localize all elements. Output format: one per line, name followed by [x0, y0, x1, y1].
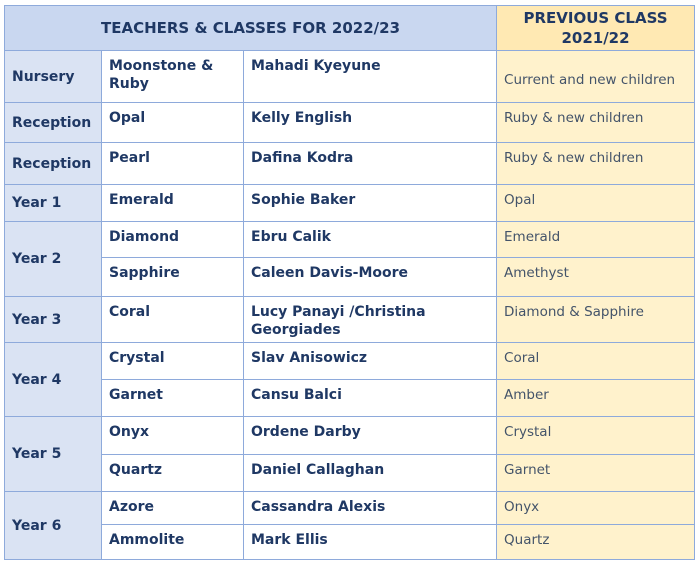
class-cell: Diamond [102, 222, 244, 258]
previous-class-cell: Amber [497, 380, 695, 417]
teacher-cell: Ebru Calik [244, 222, 497, 258]
class-cell: Quartz [102, 455, 244, 492]
table-row [5, 343, 695, 380]
classes-table [4, 5, 695, 560]
class-cell: Opal [102, 103, 244, 143]
year-cell: Nursery [5, 51, 102, 103]
previous-class-cell: Current and new children [497, 51, 695, 103]
previous-class-cell: Ruby & new children [497, 143, 695, 185]
previous-class-cell: Garnet [497, 455, 695, 492]
previous-class-cell: Ruby & new children [497, 103, 695, 143]
table-row [5, 222, 695, 258]
class-cell: Garnet [102, 380, 244, 417]
class-cell: Coral [102, 297, 244, 343]
header-row [5, 6, 695, 51]
table-row [5, 525, 695, 560]
table-title: TEACHERS & CLASSES FOR 2022/23 [5, 6, 497, 51]
class-cell: Sapphire [102, 258, 244, 297]
teacher-cell: Caleen Davis-Moore [244, 258, 497, 297]
teacher-cell: Mahadi Kyeyune [244, 51, 497, 103]
class-cell: Ammolite [102, 525, 244, 560]
table-row [5, 185, 695, 222]
previous-class-cell: Emerald [497, 222, 695, 258]
teacher-cell: Daniel Callaghan [244, 455, 497, 492]
year-cell: Year 5 [5, 417, 102, 492]
previous-class-header-line2: 2021/22 [561, 29, 630, 47]
previous-class-cell: Amethyst [497, 258, 695, 297]
table-row [5, 417, 695, 455]
previous-class-cell: Onyx [497, 492, 695, 525]
table-row [5, 258, 695, 297]
class-cell: Emerald [102, 185, 244, 222]
previous-class-cell: Diamond & Sapphire [497, 297, 695, 343]
teacher-cell: Cansu Balci [244, 380, 497, 417]
teacher-cell: Dafina Kodra [244, 143, 497, 185]
class-cell: Moonstone & Ruby [102, 51, 244, 103]
year-cell: Year 1 [5, 185, 102, 222]
table-row [5, 143, 695, 185]
table-row [5, 51, 695, 103]
table-row [5, 297, 695, 343]
previous-class-header-line1: PREVIOUS CLASS [523, 9, 668, 27]
year-cell: Reception [5, 103, 102, 143]
table-row [5, 380, 695, 417]
year-cell: Year 3 [5, 297, 102, 343]
teacher-cell: Slav Anisowicz [244, 343, 497, 380]
teacher-cell: Ordene Darby [244, 417, 497, 455]
year-cell: Year 2 [5, 222, 102, 297]
previous-class-cell: Coral [497, 343, 695, 380]
class-cell: Crystal [102, 343, 244, 380]
teacher-cell: Cassandra Alexis [244, 492, 497, 525]
previous-class-cell: Opal [497, 185, 695, 222]
previous-class-header [497, 6, 695, 51]
table-row [5, 492, 695, 525]
teacher-cell: Mark Ellis [244, 525, 497, 560]
class-cell: Pearl [102, 143, 244, 185]
table-row [5, 455, 695, 492]
teacher-cell: Lucy Panayi /Christina Georgiades [244, 297, 497, 343]
year-cell: Year 4 [5, 343, 102, 417]
teacher-cell: Sophie Baker [244, 185, 497, 222]
teacher-cell: Kelly English [244, 103, 497, 143]
class-cell: Onyx [102, 417, 244, 455]
table-row [5, 103, 695, 143]
previous-class-cell: Quartz [497, 525, 695, 560]
year-cell: Reception [5, 143, 102, 185]
previous-class-cell: Crystal [497, 417, 695, 455]
year-cell: Year 6 [5, 492, 102, 560]
class-cell: Azore [102, 492, 244, 525]
